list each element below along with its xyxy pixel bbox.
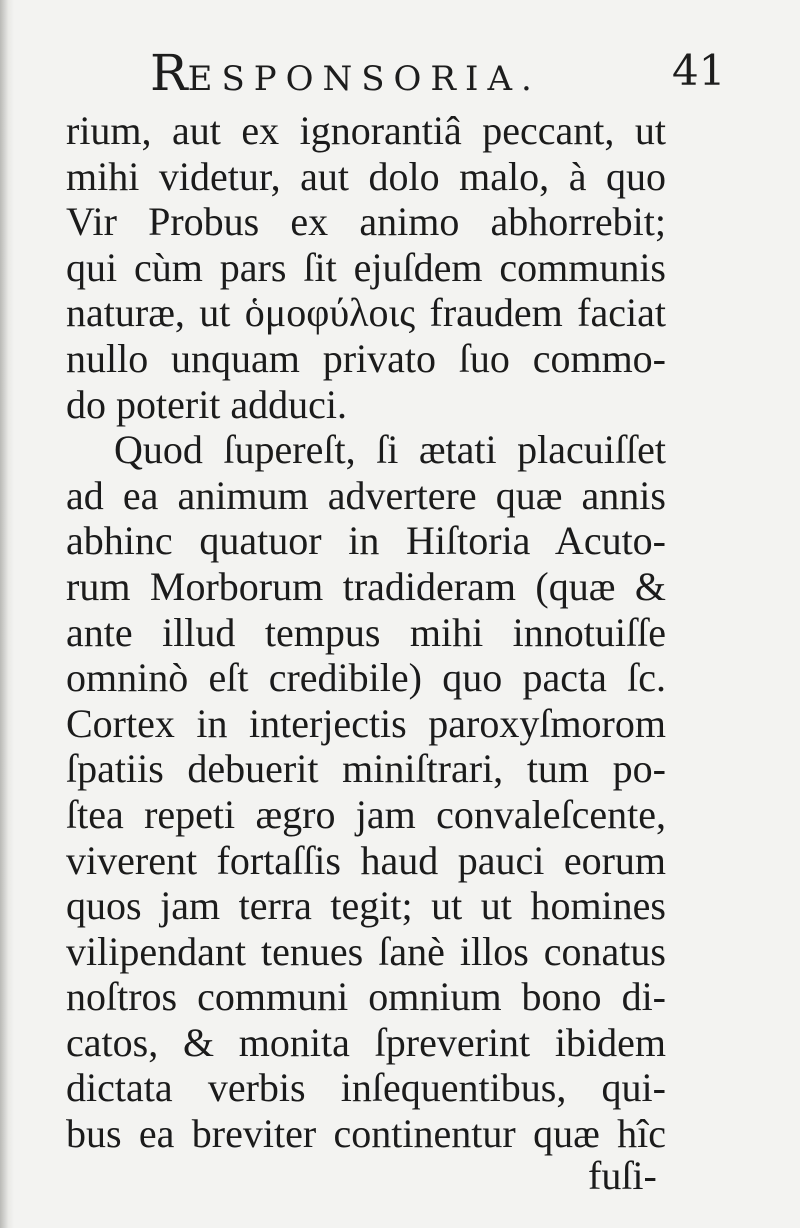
- running-head-rest: ESPONSORIA.: [187, 59, 541, 99]
- text-line: dictata verbis inſequentibus, qui-: [66, 1065, 666, 1111]
- text-line: viverent fortaſſis haud pauci eorum: [66, 837, 666, 883]
- catchword: fuſi-: [588, 1153, 657, 1198]
- text-line: catos, & monita ſpreverint ibidem: [66, 1019, 666, 1065]
- running-head-initial: R: [150, 44, 188, 102]
- text-line: rum Morborum tradideram (quæ &: [66, 563, 666, 609]
- text-line: ante illud tempus mihi innotuiſſe: [66, 609, 666, 655]
- text-line: quos jam terra tegit; ut ut homines: [66, 883, 666, 929]
- text-line: naturæ, ut ὁμοφύλοις fraudem faciat: [66, 290, 666, 336]
- text-line: noſtros communi omnium bono di-: [66, 974, 666, 1020]
- text-line: Quod ſupereſt, ſi ætati placuiſſet: [114, 427, 666, 473]
- text-line: abhinc quatuor in Hiſtoria Acuto-: [66, 518, 666, 564]
- text-line: nullo unquam privato ſuo commo-: [66, 335, 666, 381]
- gutter-shadow: [0, 0, 14, 1228]
- body-text: [66, 108, 666, 1157]
- running-head: [150, 44, 541, 102]
- text-line: omninò eſt credibile) quo pacta ſc.: [66, 655, 666, 701]
- text-line: vilipendant tenues ſanè illos conatus: [66, 928, 666, 974]
- page-number: 41: [672, 46, 726, 95]
- text-line: mihi videtur, aut dolo malo, à quo: [66, 153, 666, 199]
- text-line: qui cùm pars ſit ejuſdem communis: [66, 244, 666, 290]
- text-line: ſtea repeti ægro jam convaleſcente,: [66, 791, 666, 837]
- text-line: ſpatiis debuerit miniſtrari, tum po-: [66, 746, 666, 792]
- text-line: do poterit adduci.: [66, 381, 348, 427]
- text-line: ad ea animum advertere quæ annis: [66, 472, 666, 518]
- text-line: Cortex in interjectis paroxyſmorom: [66, 700, 666, 746]
- text-line: bus ea breviter continentur quæ hîc: [66, 1111, 666, 1157]
- text-line: Vir Probus ex animo abhorrebit;: [66, 199, 666, 245]
- text-line: rium, aut ex ignorantiâ peccant, ut: [66, 108, 666, 153]
